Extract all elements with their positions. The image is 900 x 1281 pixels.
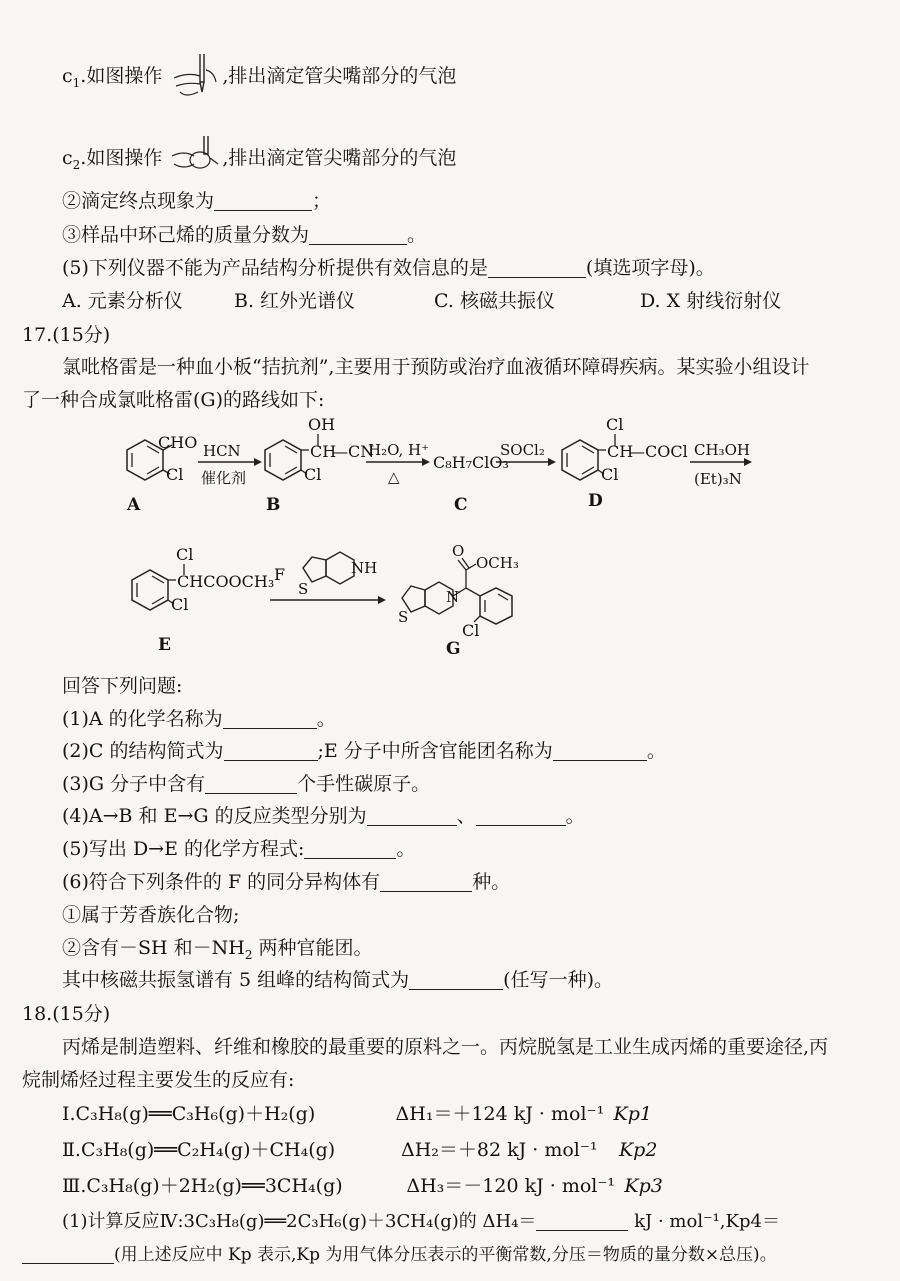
q18-intro-2: 烷制烯烃过程主要发生的反应有: (22, 1069, 295, 1091)
d-cocl: —COCl (629, 442, 688, 461)
q17-2: (2)C 的结构简式为 ;E 分子中所含官能团名称为 。 (62, 740, 666, 762)
answer-blank[interactable] (224, 740, 318, 761)
g-s: S (398, 608, 409, 626)
label-b: B (266, 495, 281, 515)
reaction-3: Ⅲ.C₃H₈(g)＋2H₂(g)══3CH₄(g) ΔH₃＝－120 kJ · mol⁻¹ Kp3 (62, 1175, 663, 1197)
answer-blank[interactable] (380, 871, 472, 892)
e-chain: CHCOOCH₃ (177, 572, 275, 591)
q17-4: (4)A→B 和 E→G 的反应类型分别为 、 。 (62, 805, 585, 827)
compound-a (126, 433, 197, 515)
answer-blank[interactable] (309, 224, 407, 245)
reaction-1: Ⅰ.C₃H₈(g)══C₃H₆(g)＋H₂(g) ΔH₁＝＋124 kJ · mol⁻¹ Kp1 (62, 1103, 652, 1125)
g-o: O (452, 542, 465, 560)
answer-blank[interactable] (205, 773, 297, 794)
r2-below: △ (388, 468, 400, 486)
answer-intro: 回答下列问题: (62, 675, 183, 697)
label-e: E (158, 635, 171, 655)
f-s: S (298, 580, 309, 598)
r5-reagent-f: F (274, 565, 286, 584)
answer-blank[interactable] (223, 708, 317, 729)
compound-e (132, 545, 274, 655)
label-c: C (454, 495, 468, 515)
option-b[interactable]: B. 红外光谱仪 (234, 290, 356, 312)
answer-blank[interactable] (488, 257, 586, 278)
q18-intro-1: 丙烯是制造塑料、纤维和橡胶的最重要的原料之一。丙烷脱氢是工业生成丙烯的重要途径,丙 (62, 1036, 829, 1058)
label-d: D (588, 491, 603, 511)
b-ch: CH (310, 442, 337, 461)
line-endpoint: ②滴定终点现象为 ； (62, 190, 332, 212)
options-row (62, 288, 781, 314)
d-ch: CH (607, 442, 634, 461)
label-g: G (446, 639, 461, 659)
option-c[interactable]: C. 核磁共振仪 (434, 290, 555, 312)
line-c2: $c_2$.如图操作 ,排出滴定管尖嘴部分的气泡 (62, 134, 456, 178)
q18-header: 18.(15分) (22, 1003, 111, 1025)
answer-blank[interactable] (214, 190, 312, 211)
r4-above: CH₃OH (694, 441, 750, 459)
a-cho: CHO (158, 433, 198, 452)
f-nh: NH (351, 559, 378, 577)
d-cl-top: Cl (606, 415, 624, 434)
compound-d (562, 415, 688, 511)
q17-7: 其中核磁共振氢谱有 5 组峰的结构简式为 (任写一种)。 (62, 969, 613, 991)
q17-6: (6)符合下列条件的 F 的同分异构体有 种。 (62, 871, 511, 893)
q17-intro-2: 了一种合成氯吡格雷(G)的路线如下: (22, 389, 325, 411)
answer-blank[interactable] (409, 969, 503, 990)
q18-1b: (用上述反应中 Kp 表示,Kp 为用气体分压表示的平衡常数,分压＝物质的量分数×总压)。 (22, 1242, 777, 1268)
q18-1: (1)计算反应Ⅳ:3C₃H₈(g)══2C₃H₆(g)＋3CH₄(g)的 ΔH₄＝ kJ · mol⁻¹,Kp4＝ (62, 1211, 780, 1232)
option-a[interactable]: A. 元素分析仪 (62, 290, 183, 312)
compound-f (298, 552, 377, 598)
q17-1: (1)A 的化学名称为 。 (62, 708, 336, 730)
q17-3: (3)G 分子中含有 个手性碳原子。 (62, 773, 431, 795)
answer-blank[interactable] (536, 1210, 628, 1231)
burette-operation-c1-illustration (170, 52, 220, 100)
q17-intro-1: 氯吡格雷是一种血小板“拮抗剂”,主要用于预防或治疗血液循环障碍疾病。某实验小组设计 (62, 356, 810, 378)
e-cl-top: Cl (176, 545, 194, 564)
compound-g (398, 542, 519, 659)
burette-operation-c2-illustration (170, 134, 220, 178)
q17-header: 17.(15分) (22, 324, 111, 346)
line-c1: $c_1$.如图操作 ,排出滴定管尖嘴部分的气泡 (62, 52, 456, 100)
compound-b (265, 415, 374, 515)
g-och3: OCH₃ (476, 554, 519, 572)
b-oh: OH (308, 415, 336, 434)
answer-blank[interactable] (367, 805, 457, 826)
r3-above: SOCl₂ (500, 441, 545, 459)
synthesis-route-scheme (0, 410, 900, 660)
r4-below: (Et)₃N (694, 470, 742, 488)
g-cl: Cl (462, 621, 480, 640)
q17-condition-1: ①属于芳香族化合物; (62, 904, 240, 926)
option-d[interactable]: D. X 射线衍射仪 (640, 290, 782, 312)
d-cl: Cl (601, 465, 619, 484)
answer-blank[interactable] (553, 740, 647, 761)
r1-below: 催化剂 (201, 469, 247, 487)
g-n: N (446, 588, 460, 606)
answer-blank[interactable] (304, 838, 396, 859)
e-cl: Cl (171, 595, 189, 614)
c-formula: C₈H₇ClO₃ (433, 453, 509, 472)
answer-blank[interactable] (476, 805, 566, 826)
reaction-2: Ⅱ.C₃H₈(g)══C₂H₄(g)＋CH₄(g) ΔH₂＝＋82 kJ · mol⁻¹ Kp2 (62, 1139, 658, 1161)
r1-above: HCN (203, 442, 241, 460)
b-cn: —CN (332, 442, 375, 461)
b-cl: Cl (304, 465, 322, 484)
a-cl: Cl (166, 465, 184, 484)
q17-5: (5)写出 D→E 的化学方程式: 。 (62, 838, 416, 860)
line-q16-5: (5)下列仪器不能为产品结构分析提供有效信息的是 (填选项字母)。 (62, 257, 715, 279)
r2-above: H₂O, H⁺ (368, 441, 430, 459)
line-mass-fraction: ③样品中环己烯的质量分数为 。 (62, 224, 427, 246)
q17-condition-2: ②含有－SH 和$-NH_2$ 两种官能团。 (62, 937, 373, 962)
label-a: A (127, 495, 141, 515)
answer-blank[interactable] (22, 1243, 114, 1264)
